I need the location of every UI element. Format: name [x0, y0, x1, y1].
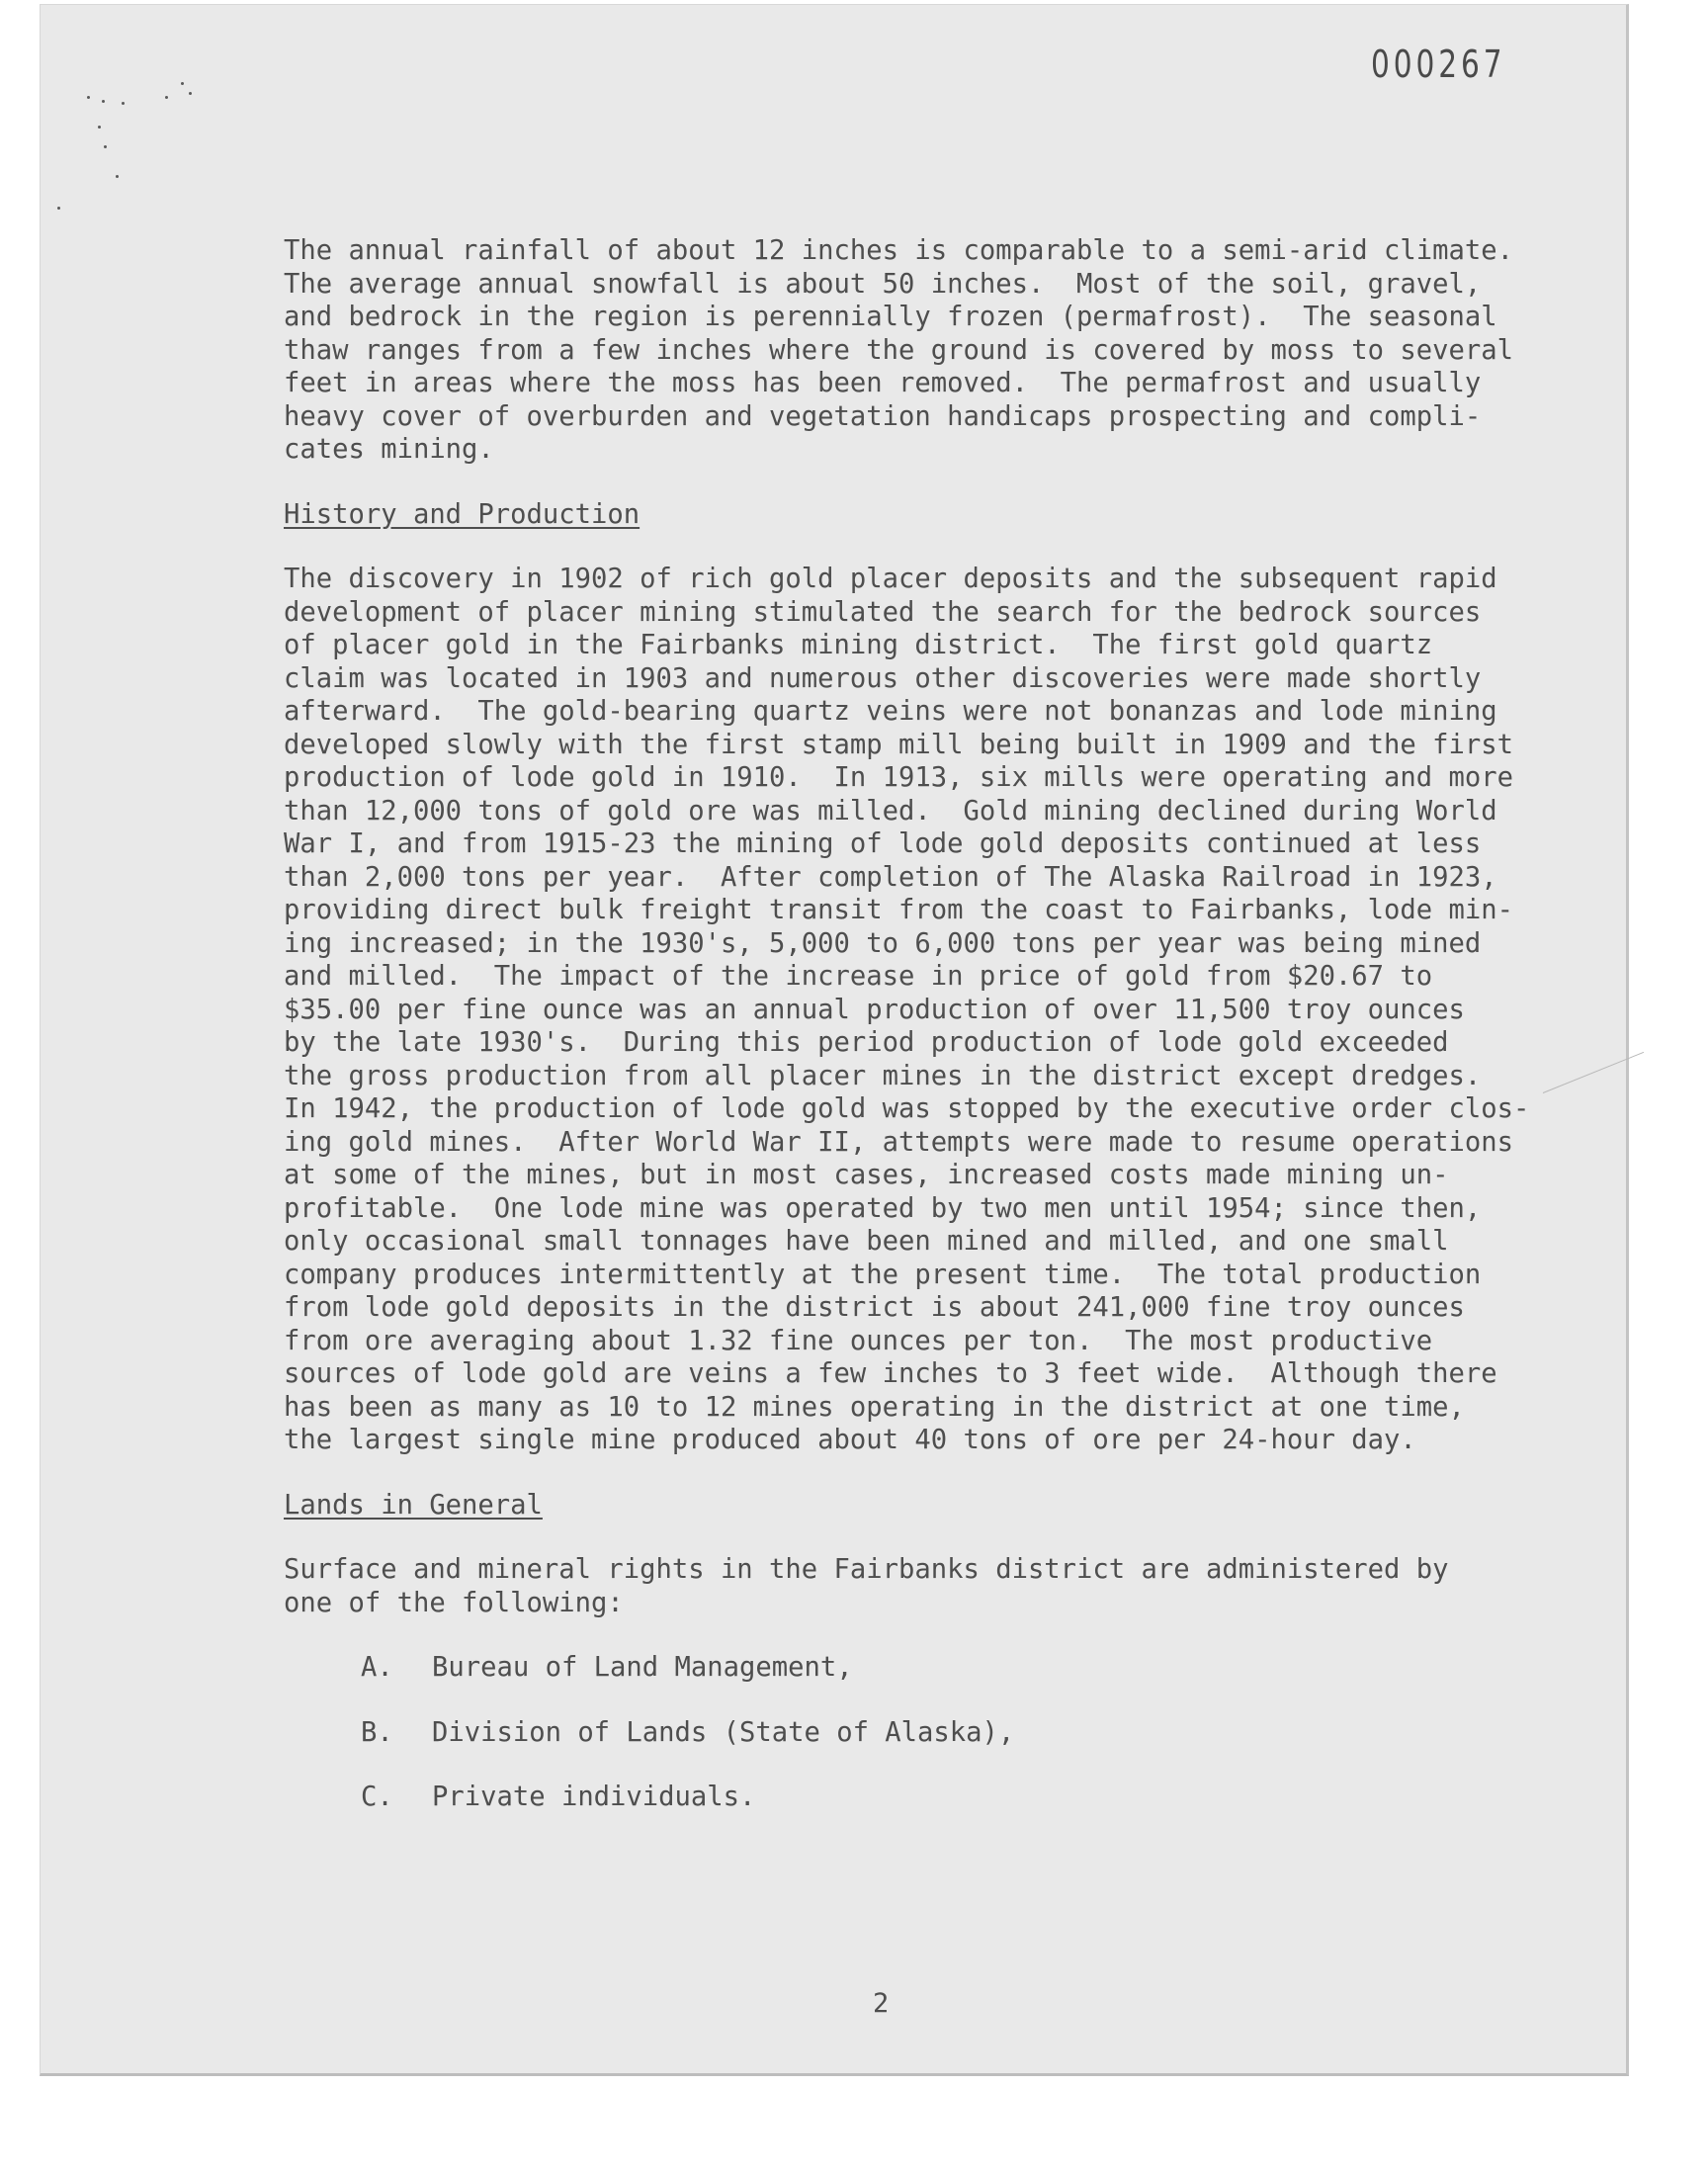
lands-paragraph: Surface and mineral rights in the Fairbanks district are administered by one of the following:: [284, 1554, 1449, 1618]
list-item: [361, 1781, 1569, 1814]
scan-speck: [181, 82, 184, 85]
list-item-letter: B.: [361, 1716, 393, 1748]
scan-speck: [189, 92, 192, 95]
scan-speck: [165, 96, 168, 99]
scan-speck: [104, 145, 107, 148]
scan-speck: [122, 102, 125, 105]
list-item-text: Private individuals.: [432, 1782, 756, 1812]
list-item-text: Bureau of Land Management,: [432, 1652, 853, 1683]
page-number: 2: [873, 1988, 890, 2019]
list-item-letter: A.: [361, 1652, 393, 1683]
list-item-text: Division of Lands (State of Alaska),: [432, 1716, 1015, 1748]
intro-paragraph: The annual rainfall of about 12 inches is comparable to a semi-arid climate. The average annual snowfall is about 50 inches. Most of the soil, gravel, and bedrock in the region is perennially frozen (permafrost). The seasonal thaw ranges from a few inches where the ground is covered by moss to several feet in areas where the moss has been removed. The permafrost and usually heavy cover of overburden and vegetation handicaps prospecting and compli- cates mining.: [284, 235, 1513, 465]
document-number: 000267: [1371, 43, 1506, 86]
section-heading-history: History and Production: [284, 498, 640, 530]
scan-speck: [116, 175, 119, 178]
history-paragraph: The discovery in 1902 of rich gold placer deposits and the subsequent rapid development of placer mining stimulated the search for the bedrock sources of placer gold in the Fairbanks mining district. The first gold quartz claim was located in 1903 and numerous other discoveries were made shortly afterward. The gold-bearing quartz veins were not bonanzas and lode mining developed slowly with the first stamp mill being built in 1909 and the first production of lode gold in 1910. In 1913, six mills were operating and more than 12,000 tons of gold ore was milled. Gold mining declined during World War I, and from 1915-23 the mining of lode gold deposits continued at less than 2,000 tons per year. After completion of The Alaska Railroad in 1923, providing direct bulk freight transit from the coast to Fairbanks, lode min- ing increased; in the 1930's, 5,000 to 6,000 tons per year was being mined and milled. The impact of the increase in price of gold from $20.67 to $35.00 per fine ounce was an annual production of over 11,500 troy ounces by the late 1930's. During this period production of lode gold exceeded the gross production from all placer mines in the district except dredges. In 1942, the production of lode gold was stopped by the executive order clos- ing gold mines. After World War II, attempts were made to resume operations at some of the mines, but in most cases, increased costs made mining un- profitable. One lode mine was operated by two men until 1954; since then, only occasional small tonnages have been mined and milled, and one small company produces intermittently at the present time. The total production from lode gold deposits in the district is about 241,000 fine troy ounces from ore averaging about 1.32 fine ounces per ton. The most productive sources of lode gold are veins a few inches to 3 feet wide. Although there has been as many as 10 to 12 mines operating in the district at one time, the largest single mine produced about 40 tons of ore per 24-hour day.: [284, 564, 1530, 1455]
document-page: [40, 4, 1629, 2076]
list-item-letter: C.: [361, 1782, 393, 1812]
list-item: [361, 1716, 1569, 1750]
section-heading-lands: Lands in General: [284, 1489, 543, 1521]
administrators-list: [361, 1651, 1569, 1814]
scan-speck: [57, 207, 60, 210]
list-item: [361, 1651, 1569, 1685]
scan-speck: [87, 96, 90, 99]
scan-speck: [98, 126, 101, 129]
document-body: [284, 234, 1569, 1846]
scan-speck: [102, 100, 105, 103]
